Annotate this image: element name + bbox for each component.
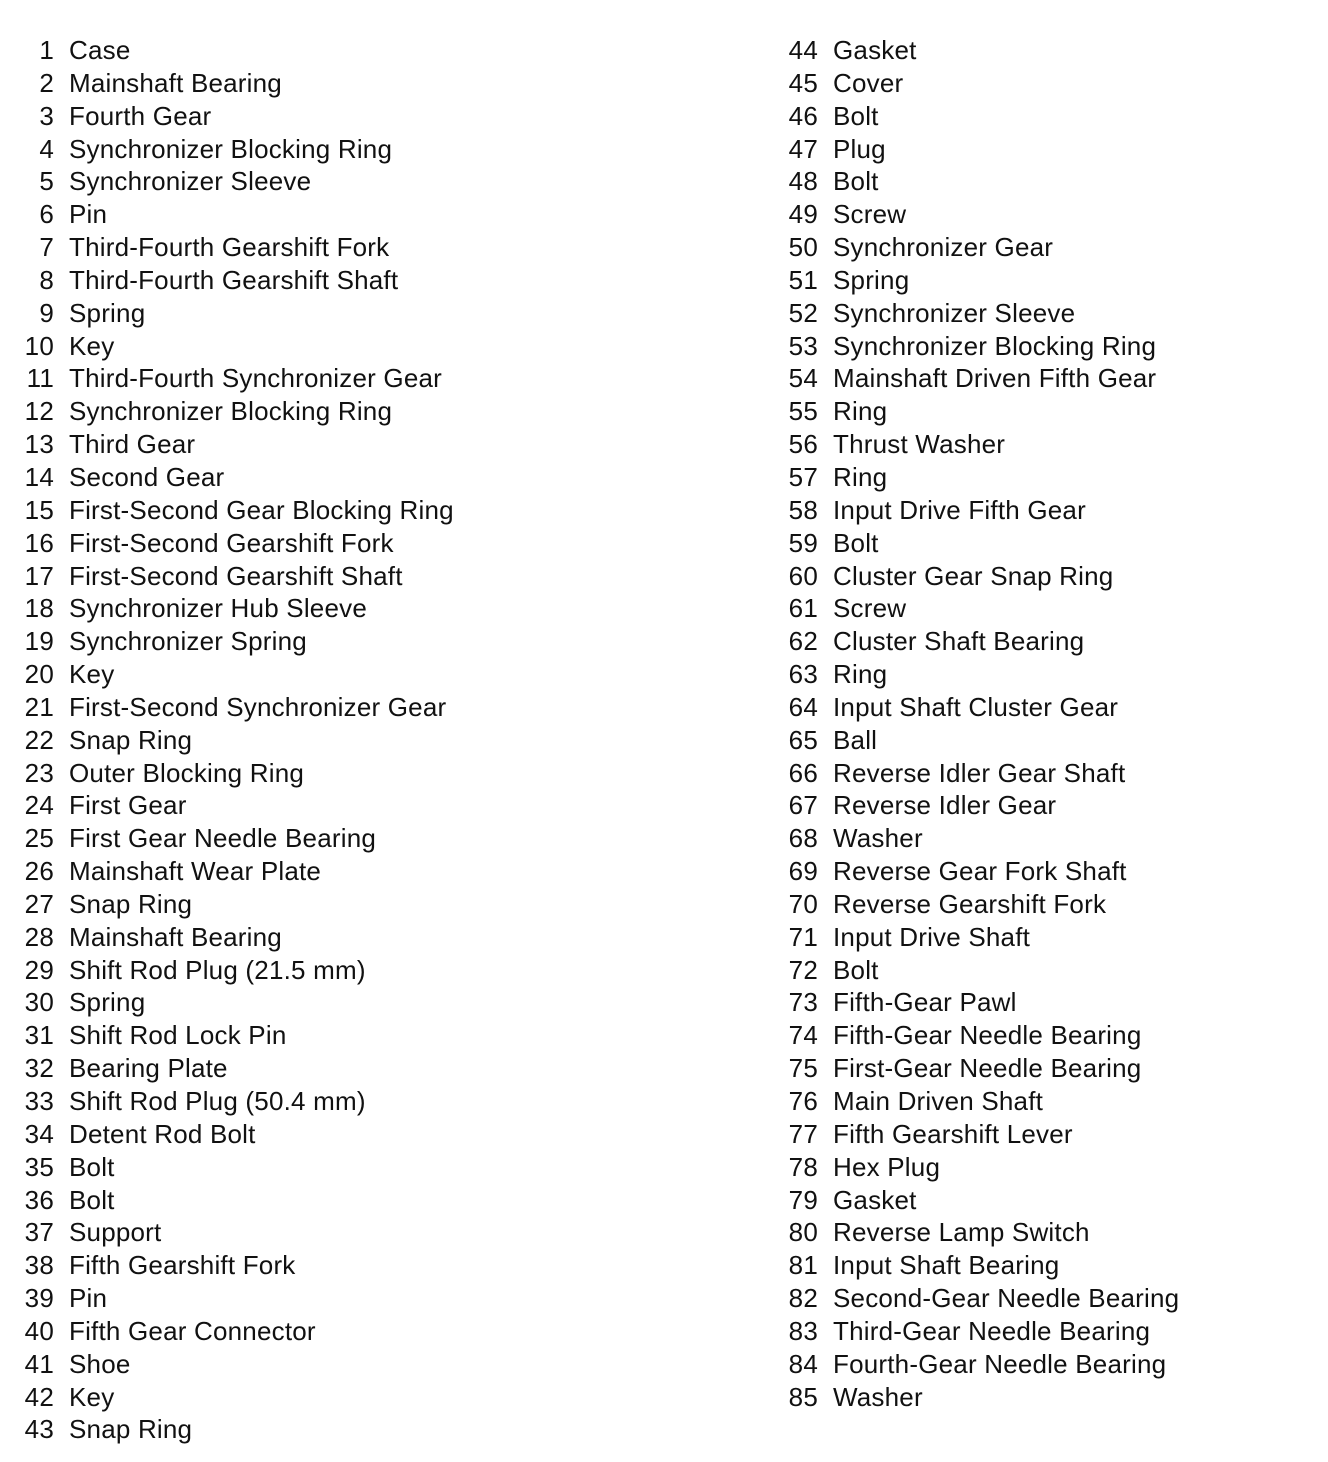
list-item	[776, 1381, 1179, 1414]
part-number: 11	[26, 363, 54, 394]
part-number: 63	[788, 659, 818, 690]
part-number: 5	[39, 166, 54, 197]
part-number: 29	[24, 954, 54, 985]
part-number: 71	[788, 921, 818, 952]
list-item	[12, 1052, 454, 1085]
list-item	[776, 1315, 1179, 1348]
part-number: 13	[24, 429, 54, 460]
part-number: 60	[788, 560, 818, 591]
list-item	[12, 1019, 454, 1052]
part-name: Mainshaft Bearing	[69, 921, 282, 952]
part-number: 69	[788, 856, 818, 887]
list-item	[776, 461, 1179, 494]
list-item	[776, 428, 1179, 461]
part-number: 18	[24, 593, 54, 624]
list-item	[12, 67, 454, 100]
part-number: 10	[24, 330, 54, 361]
part-number: 31	[24, 1020, 54, 1051]
part-number: 80	[788, 1217, 818, 1248]
part-number: 62	[788, 626, 818, 657]
part-number: 59	[788, 527, 818, 558]
part-number: 3	[39, 100, 54, 131]
list-item	[776, 297, 1179, 330]
part-number: 84	[788, 1348, 818, 1379]
part-number: 34	[24, 1118, 54, 1149]
list-item	[12, 133, 454, 166]
part-name: Reverse Idler Gear Shaft	[833, 757, 1126, 788]
part-number: 49	[788, 199, 818, 230]
list-item	[12, 560, 454, 593]
part-number: 23	[24, 757, 54, 788]
list-item	[776, 757, 1179, 790]
list-item	[12, 34, 454, 67]
part-name: Second-Gear Needle Bearing	[833, 1283, 1180, 1314]
list-item	[12, 921, 454, 954]
part-name: First Gear Needle Bearing	[69, 823, 377, 854]
part-number: 20	[24, 659, 54, 690]
part-name: Fifth Gearshift Lever	[833, 1118, 1073, 1149]
part-name: Input Drive Shaft	[833, 921, 1031, 952]
part-name: Synchronizer Gear	[833, 232, 1054, 263]
part-name: Screw	[833, 199, 907, 230]
list-item	[776, 691, 1179, 724]
part-number: 43	[24, 1414, 54, 1445]
part-number: 33	[24, 1086, 54, 1116]
part-name: Bolt	[833, 166, 879, 197]
part-number: 15	[24, 494, 54, 525]
part-name: Bolt	[833, 954, 879, 985]
part-number: 74	[788, 1020, 818, 1051]
parts-list-left-column	[12, 34, 454, 1446]
list-item	[12, 592, 454, 625]
list-item	[776, 1085, 1179, 1118]
part-number: 57	[788, 461, 818, 492]
part-name: Key	[69, 1381, 115, 1412]
part-number: 56	[788, 429, 818, 460]
part-number: 64	[788, 691, 818, 722]
part-number: 1	[39, 35, 54, 65]
list-item	[776, 1249, 1179, 1282]
part-name: First-Second Gearshift Shaft	[69, 560, 403, 591]
part-name: Reverse Gearshift Fork	[833, 888, 1107, 919]
part-name: Key	[69, 659, 115, 690]
list-item	[12, 724, 454, 757]
list-item	[12, 691, 454, 724]
part-number: 32	[24, 1053, 54, 1084]
part-number: 72	[788, 954, 818, 985]
list-item	[776, 165, 1179, 198]
list-item	[12, 297, 454, 330]
part-name: Reverse Lamp Switch	[833, 1217, 1090, 1248]
part-name: Bolt	[69, 1184, 115, 1215]
part-name: Shift Rod Lock Pin	[69, 1020, 287, 1051]
part-name: Washer	[833, 823, 923, 854]
part-number: 50	[788, 232, 818, 263]
list-item	[12, 527, 454, 560]
part-name: Bolt	[69, 1151, 115, 1182]
list-item	[12, 1085, 454, 1118]
part-name: Mainshaft Bearing	[69, 67, 282, 98]
list-item	[776, 1052, 1179, 1085]
part-name: Ring	[833, 659, 888, 690]
list-item	[12, 625, 454, 658]
part-name: Ring	[833, 461, 888, 492]
part-name: Ball	[833, 724, 878, 755]
list-item	[776, 1151, 1179, 1184]
list-item	[12, 198, 454, 231]
list-item	[12, 1413, 454, 1446]
part-name: First-Second Gear Blocking Ring	[69, 494, 454, 525]
part-name: Pin	[69, 199, 108, 230]
part-number: 77	[788, 1118, 818, 1149]
list-item	[776, 67, 1179, 100]
part-number: 35	[24, 1151, 54, 1182]
list-item	[12, 362, 454, 395]
part-number: 39	[24, 1283, 54, 1314]
part-number: 16	[24, 527, 54, 558]
list-item	[12, 100, 454, 133]
list-item	[12, 1184, 454, 1217]
part-name: Third-Fourth Synchronizer Gear	[69, 363, 443, 394]
list-item	[12, 954, 454, 987]
part-name: Synchronizer Hub Sleeve	[69, 593, 367, 624]
list-item	[776, 954, 1179, 987]
part-name: Synchronizer Blocking Ring	[69, 396, 393, 427]
part-number: 42	[24, 1381, 54, 1412]
part-name: Pin	[69, 1283, 108, 1314]
part-number: 65	[788, 724, 818, 755]
part-name: Synchronizer Sleeve	[833, 297, 1076, 328]
part-name: Bolt	[833, 100, 879, 131]
part-number: 78	[788, 1151, 818, 1182]
part-name: Shift Rod Plug (50.4 mm)	[69, 1086, 366, 1116]
list-item	[776, 330, 1179, 363]
part-name: Spring	[69, 297, 146, 328]
part-name: Snap Ring	[69, 1414, 193, 1445]
part-number: 8	[39, 264, 54, 295]
list-item	[12, 461, 454, 494]
part-name: Input Shaft Bearing	[833, 1250, 1060, 1281]
part-name: Mainshaft Wear Plate	[69, 856, 322, 887]
part-name: Washer	[833, 1381, 923, 1412]
part-number: 37	[24, 1217, 54, 1248]
part-number: 28	[24, 921, 54, 952]
list-item	[12, 330, 454, 363]
part-number: 25	[24, 823, 54, 854]
part-name: Fifth-Gear Pawl	[833, 987, 1017, 1018]
part-name: Detent Rod Bolt	[69, 1118, 256, 1149]
part-name: Snap Ring	[69, 724, 193, 755]
part-name: Synchronizer Blocking Ring	[69, 133, 393, 164]
part-number: 81	[788, 1250, 818, 1281]
list-item	[12, 494, 454, 527]
list-item	[776, 822, 1179, 855]
part-name: First Gear	[69, 790, 187, 821]
part-number: 52	[788, 297, 818, 328]
part-number: 79	[788, 1184, 818, 1215]
list-item	[12, 1315, 454, 1348]
part-name: Case	[69, 35, 131, 65]
part-name: First-Second Gearshift Fork	[69, 527, 394, 558]
part-number: 44	[788, 35, 818, 65]
part-name: Bolt	[833, 527, 879, 558]
part-name: Synchronizer Sleeve	[69, 166, 312, 197]
parts-list-right-column	[776, 34, 1179, 1413]
list-item	[12, 395, 454, 428]
part-name: Ring	[833, 396, 888, 427]
list-item	[776, 888, 1179, 921]
list-item	[776, 1348, 1179, 1381]
part-name: Third-Gear Needle Bearing	[833, 1315, 1151, 1346]
part-name: Third-Fourth Gearshift Fork	[69, 232, 390, 263]
list-item	[776, 921, 1179, 954]
part-number: 68	[788, 823, 818, 854]
list-item	[776, 1118, 1179, 1151]
part-name: Third-Fourth Gearshift Shaft	[69, 264, 399, 295]
part-number: 2	[39, 67, 54, 98]
part-name: Synchronizer Spring	[69, 626, 307, 657]
list-item	[12, 1348, 454, 1381]
list-item	[12, 986, 454, 1019]
part-number: 26	[24, 856, 54, 887]
list-item	[776, 986, 1179, 1019]
list-item	[12, 658, 454, 691]
part-name: Main Driven Shaft	[833, 1086, 1044, 1116]
part-number: 85	[788, 1381, 818, 1412]
list-item	[776, 264, 1179, 297]
part-name: Support	[69, 1217, 162, 1248]
part-name: Reverse Idler Gear	[833, 790, 1057, 821]
list-item	[776, 1282, 1179, 1315]
part-number: 12	[24, 396, 54, 427]
part-number: 76	[788, 1086, 818, 1116]
part-number: 41	[24, 1348, 54, 1379]
list-item	[776, 395, 1179, 428]
part-name: Spring	[833, 264, 910, 295]
list-item	[12, 888, 454, 921]
list-item	[12, 231, 454, 264]
part-number: 9	[39, 297, 54, 328]
part-number: 38	[24, 1250, 54, 1281]
part-name: First-Second Synchronizer Gear	[69, 691, 447, 722]
part-name: Gasket	[833, 35, 917, 65]
part-name: Key	[69, 330, 115, 361]
list-item	[776, 362, 1179, 395]
part-name: Shoe	[69, 1348, 131, 1379]
part-name: Third Gear	[69, 429, 196, 460]
part-name: Synchronizer Blocking Ring	[833, 330, 1157, 361]
list-item	[12, 822, 454, 855]
part-number: 67	[788, 790, 818, 821]
list-item	[776, 34, 1179, 67]
list-item	[776, 658, 1179, 691]
part-name: Cluster Shaft Bearing	[833, 626, 1085, 657]
part-number: 36	[24, 1184, 54, 1215]
part-name: Fifth Gear Connector	[69, 1315, 316, 1346]
part-number: 53	[788, 330, 818, 361]
part-name: Fourth Gear	[69, 100, 212, 131]
part-name: Input Shaft Cluster Gear	[833, 691, 1119, 722]
part-name: Spring	[69, 987, 146, 1018]
part-number: 58	[788, 494, 818, 525]
part-name: Fifth-Gear Needle Bearing	[833, 1020, 1142, 1051]
part-number: 7	[39, 232, 54, 263]
part-name: Hex Plug	[833, 1151, 941, 1182]
part-number: 75	[788, 1053, 818, 1084]
list-item	[12, 757, 454, 790]
list-item	[12, 1216, 454, 1249]
part-number: 27	[24, 888, 54, 919]
list-item	[12, 428, 454, 461]
part-number: 45	[788, 67, 818, 98]
part-number: 70	[788, 888, 818, 919]
part-number: 6	[39, 199, 54, 230]
part-number: 17	[24, 560, 54, 591]
part-number: 4	[39, 133, 54, 164]
list-item	[12, 264, 454, 297]
part-name: Input Drive Fifth Gear	[833, 494, 1086, 525]
part-number: 55	[788, 396, 818, 427]
part-name: Second Gear	[69, 461, 225, 492]
list-item	[776, 789, 1179, 822]
part-number: 48	[788, 166, 818, 197]
part-number: 24	[24, 790, 54, 821]
part-number: 54	[788, 363, 818, 394]
list-item	[776, 560, 1179, 593]
part-number: 73	[788, 987, 818, 1018]
part-name: Fifth Gearshift Fork	[69, 1250, 296, 1281]
part-name: Shift Rod Plug (21.5 mm)	[69, 954, 366, 985]
list-item	[776, 625, 1179, 658]
list-item	[776, 592, 1179, 625]
part-name: Reverse Gear Fork Shaft	[833, 856, 1127, 887]
list-item	[12, 1151, 454, 1184]
part-name: Mainshaft Driven Fifth Gear	[833, 363, 1157, 394]
part-number: 61	[788, 593, 818, 624]
part-number: 22	[24, 724, 54, 755]
part-name: Cluster Gear Snap Ring	[833, 560, 1114, 591]
list-item	[776, 133, 1179, 166]
list-item	[12, 1282, 454, 1315]
list-item	[12, 165, 454, 198]
part-number: 19	[24, 626, 54, 657]
part-name: Plug	[833, 133, 886, 164]
part-number: 40	[24, 1315, 54, 1346]
part-name: Bearing Plate	[69, 1053, 228, 1084]
list-item	[776, 855, 1179, 888]
list-item	[776, 1216, 1179, 1249]
part-number: 46	[788, 100, 818, 131]
part-name: Thrust Washer	[833, 429, 1006, 460]
list-item	[776, 1184, 1179, 1217]
list-item	[776, 494, 1179, 527]
part-number: 47	[788, 133, 818, 164]
part-name: Fourth-Gear Needle Bearing	[833, 1348, 1167, 1379]
part-number: 30	[24, 987, 54, 1018]
part-number: 14	[24, 461, 54, 492]
part-number: 21	[24, 691, 54, 722]
part-name: Screw	[833, 593, 907, 624]
part-number: 66	[788, 757, 818, 788]
list-item	[12, 855, 454, 888]
list-item	[12, 789, 454, 822]
list-item	[776, 231, 1179, 264]
part-name: Gasket	[833, 1184, 917, 1215]
list-item	[12, 1249, 454, 1282]
part-name: Snap Ring	[69, 888, 193, 919]
part-number: 51	[788, 264, 818, 295]
list-item	[776, 100, 1179, 133]
part-name: First-Gear Needle Bearing	[833, 1053, 1142, 1084]
list-item	[776, 527, 1179, 560]
list-item	[12, 1118, 454, 1151]
part-name: Outer Blocking Ring	[69, 757, 305, 788]
list-item	[12, 1381, 454, 1414]
part-number: 83	[788, 1315, 818, 1346]
list-item	[776, 724, 1179, 757]
part-name: Cover	[833, 67, 904, 98]
part-number: 82	[788, 1283, 818, 1314]
list-item	[776, 1019, 1179, 1052]
list-item	[776, 198, 1179, 231]
